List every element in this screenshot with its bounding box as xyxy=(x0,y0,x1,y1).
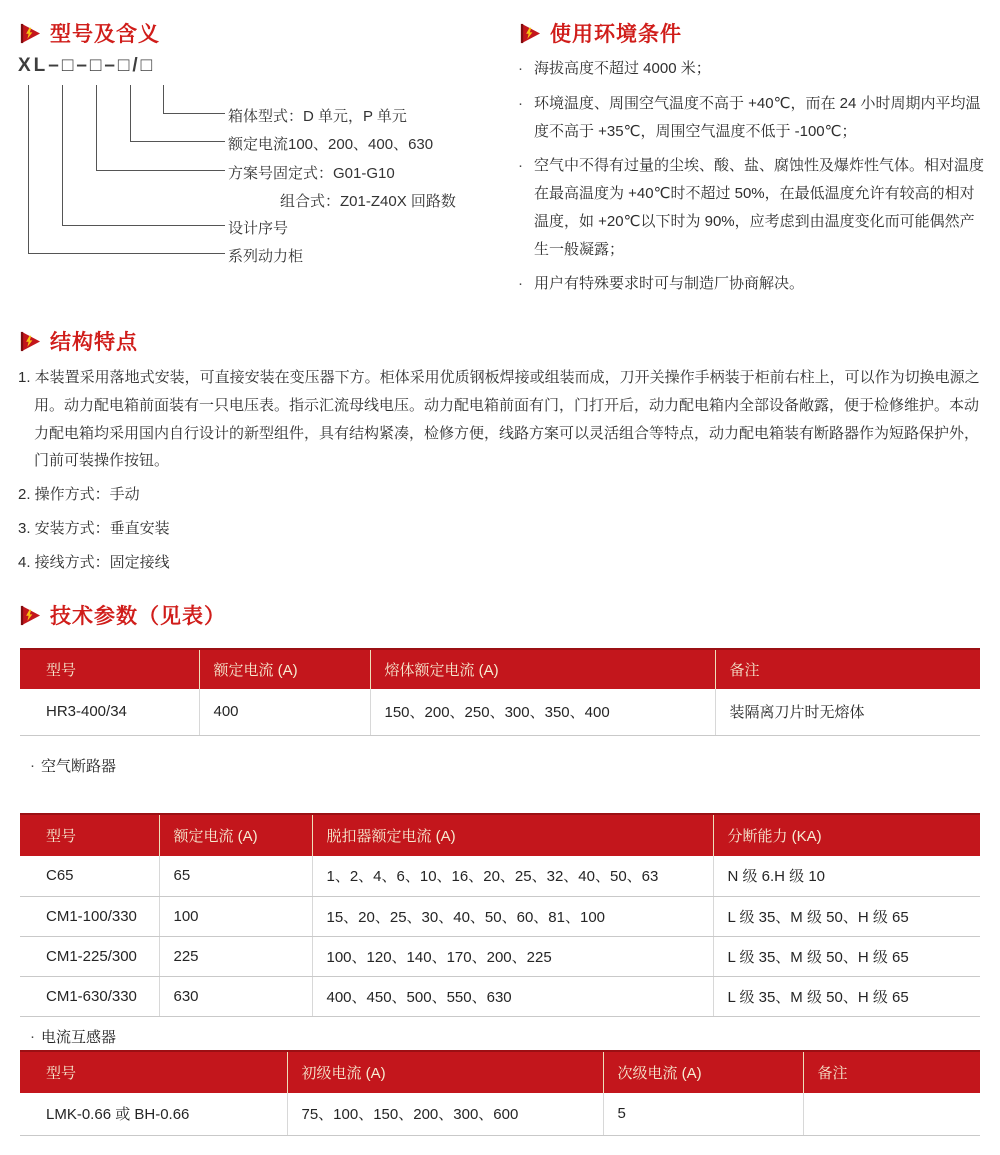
environment-conditions-list xyxy=(518,55,988,305)
flag-triangle-icon xyxy=(18,604,41,627)
cell-rated-current: 65 xyxy=(159,856,312,896)
list-item-text: 海拔高度不超过 4000 米； xyxy=(534,60,711,77)
flag-triangle-icon xyxy=(518,22,541,45)
table-row xyxy=(20,896,980,936)
cell-remark: 装隔离刀片时无熔体 xyxy=(715,689,980,735)
transformer-table-label xyxy=(30,1026,116,1047)
column-header: 额定电流 (A) xyxy=(199,649,370,689)
column-header: 次级电流 (A) xyxy=(603,1051,803,1093)
column-header: 脱扣器额定电流 (A) xyxy=(312,814,713,856)
table-label-text: 空气断路器 xyxy=(41,758,117,775)
section-title-text: 技术参数（见表） xyxy=(50,605,226,628)
bullet-dot: · xyxy=(518,94,523,112)
table-label-text: 电流互感器 xyxy=(41,1029,117,1046)
list-item-text: 用户有特殊要求时可与制造厂协商解决。 xyxy=(534,275,805,293)
cell-breaking-capacity: L 级 35、M 级 50、H 级 65 xyxy=(713,896,980,936)
cell-trip-currents: 100、120、140、170、200、225 xyxy=(312,936,713,976)
cell-rated-current: 100 xyxy=(159,896,312,936)
table-header-row xyxy=(20,649,980,689)
column-header: 型号 xyxy=(20,1051,287,1093)
bullet-dot: · xyxy=(30,1028,35,1045)
cell-remark xyxy=(803,1093,980,1135)
list-item-text: 环境温度、周围空气温度不高于 +40℃，而在 24 小时周期内平均温度不高于 +35℃，周围空气温度不低于 -100℃； xyxy=(534,94,981,140)
column-header: 备注 xyxy=(715,649,980,689)
cell-breaking-capacity: N 级 6.H 级 10 xyxy=(713,856,980,896)
cell-trip-currents: 1、2、4、6、10、16、20、25、32、40、50、63 xyxy=(312,856,713,896)
bullet-dot: · xyxy=(30,757,35,774)
cell-rated-current: 630 xyxy=(159,976,312,1016)
table-header-row xyxy=(20,814,980,856)
fuse-spec-table xyxy=(20,648,980,736)
cell-trip-currents: 400、450、500、550、630 xyxy=(312,976,713,1016)
connector-line xyxy=(28,85,225,254)
structure-features-list xyxy=(18,364,984,582)
table-row xyxy=(20,856,980,896)
bullet-dot: · xyxy=(518,157,523,175)
column-header: 额定电流 (A) xyxy=(159,814,312,856)
model-label-scheme-combined: 组合式：Z01-Z40X 回路数 xyxy=(280,193,456,210)
list-item xyxy=(518,152,988,263)
cell-rated-current: 225 xyxy=(159,936,312,976)
numbered-item: 2. 操作方式：手动 xyxy=(18,486,140,503)
cell-model: CM1-100/330 xyxy=(20,896,159,936)
cell-model: HR3-400/34 xyxy=(20,689,199,735)
numbered-item: 4. 接线方式：固定接线 xyxy=(18,553,170,571)
model-code-formula: XL–□–□–□/□ xyxy=(18,55,156,76)
column-header: 型号 xyxy=(20,649,199,689)
cell-breaking-capacity: L 级 35、M 级 50、H 级 65 xyxy=(713,976,980,1016)
model-label-design-serial: 设计序号 xyxy=(228,220,289,237)
cell-model: C65 xyxy=(20,856,159,896)
cell-model: CM1-630/330 xyxy=(20,976,159,1016)
table-header-row xyxy=(20,1051,980,1093)
table-row xyxy=(20,976,980,1016)
environment-section-title xyxy=(518,18,682,48)
cell-model: LMK-0.66 或 BH-0.66 xyxy=(20,1093,287,1135)
cell-secondary-current: 5 xyxy=(603,1093,803,1135)
flag-triangle-icon xyxy=(18,22,41,45)
model-section-title xyxy=(18,18,160,48)
bullet-dot: · xyxy=(518,275,523,293)
structure-section-title xyxy=(18,326,138,356)
column-header: 备注 xyxy=(803,1051,980,1093)
cell-fuse-currents: 150、200、250、300、350、400 xyxy=(370,689,715,735)
list-item xyxy=(518,270,988,298)
breaker-table-label xyxy=(30,755,116,776)
section-title-text: 结构特点 xyxy=(50,331,138,354)
flag-triangle-icon xyxy=(18,330,41,353)
column-header: 熔体额定电流 (A) xyxy=(370,649,715,689)
cell-trip-currents: 15、20、25、30、40、50、60、81、100 xyxy=(312,896,713,936)
model-code-diagram xyxy=(18,55,498,270)
model-label-rated-current: 额定电流100、200、400、630 xyxy=(228,136,434,153)
list-item-text: 空气中不得有过量的尘埃、酸、盐、腐蚀性及爆炸性气体。相对温度在最高温度为 +40℃时不超过 50%，在最低温度允许有较高的相对温度，如 +20℃以下时为 90%，应考虑到由温度变化而可能偶然产生一般凝露； xyxy=(534,157,985,258)
cell-rated-current: 400 xyxy=(199,689,370,735)
tech-section-title xyxy=(18,600,226,630)
list-item xyxy=(518,55,988,83)
model-label-series-name: 系列动力柜 xyxy=(228,248,304,265)
model-label-scheme-fixed: 方案号固定式：G01-G10 xyxy=(228,165,395,182)
bullet-dot: · xyxy=(518,60,523,77)
table-row xyxy=(20,936,980,976)
table-row xyxy=(20,1093,980,1135)
section-title-text: 使用环境条件 xyxy=(550,23,682,46)
section-title-text: 型号及含义 xyxy=(50,23,160,46)
cell-primary-currents: 75、100、150、200、300、600 xyxy=(287,1093,603,1135)
numbered-item: 3. 安装方式：垂直安装 xyxy=(18,519,170,537)
table-row xyxy=(20,689,980,735)
model-label-box-type: 箱体型式：D 单元，P 单元 xyxy=(228,108,407,125)
column-header: 型号 xyxy=(20,814,159,856)
cell-model: CM1-225/300 xyxy=(20,936,159,976)
numbered-item: 1. 本装置采用落地式安装，可直接安装在变压器下方。柜体采用优质钢板焊接或组装而成，刀开关操作手柄装于柜前右柱上，可以作为切换电源之用。动力配电箱前面装有一只电压表。指示汇流母线电压。动力配电箱前面有门，门打开后，动力配电箱内全部设备敞露，便于检修维护。本动力配电箱均采用国内自行设计的新型组件，具有结构紧凑，检修方便，线路方案可以灵活组合等特点，动力配电箱装有断路器作为短路保护外，门前可装操作按钮。 xyxy=(18,369,980,470)
list-item xyxy=(518,90,988,146)
air-breaker-spec-table xyxy=(20,813,980,1017)
column-header: 初级电流 (A) xyxy=(287,1051,603,1093)
current-transformer-spec-table xyxy=(20,1050,980,1136)
cell-breaking-capacity: L 级 35、M 级 50、H 级 65 xyxy=(713,936,980,976)
column-header: 分断能力 (KA) xyxy=(713,814,980,856)
